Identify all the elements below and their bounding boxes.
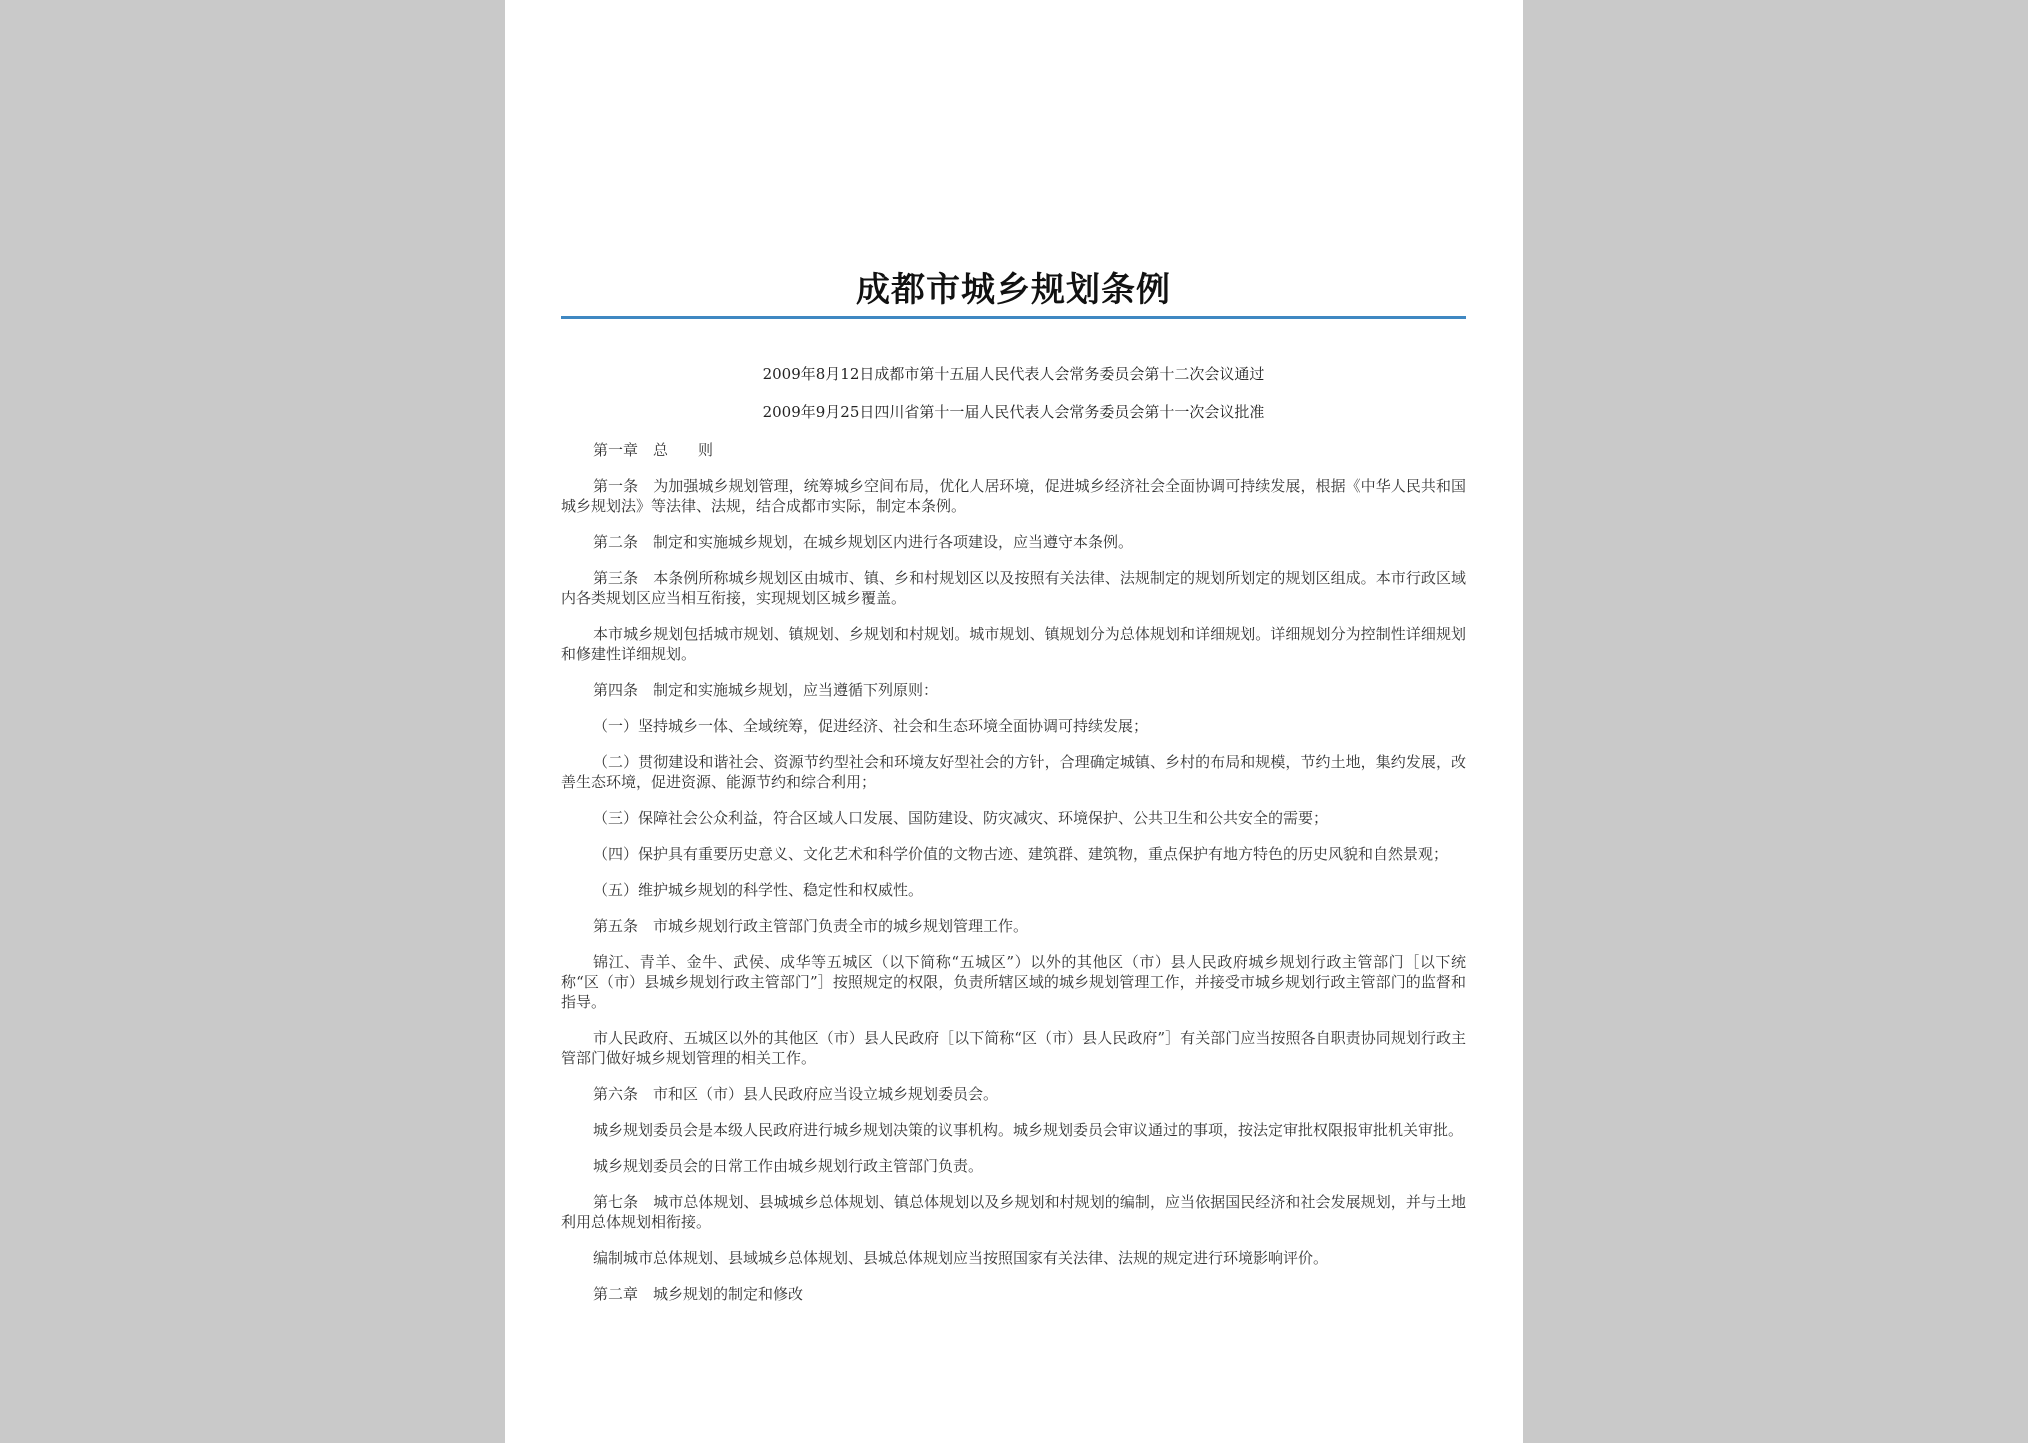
paragraph: 第七条 城市总体规划、县城城乡总体规划、镇总体规划以及乡规划和村规划的编制，应当依据国民经济和社会发展规划，并与土地利用总体规划相衔接。: [561, 1193, 1466, 1231]
paragraph: 市人民政府、五城区以外的其他区（市）县人民政府［以下简称“区（市）县人民政府”］有关部门应当按照各自职责协同规划行政主管部门做好城乡规划管理的相关工作。: [561, 1029, 1466, 1067]
paragraph: （四）保护具有重要历史意义、文化艺术和科学价值的文物古迹、建筑群、建筑物，重点保护有地方特色的历史风貌和自然景观；: [593, 845, 1449, 863]
adoption-line: 2009年8月12日成都市第十五届人民代表人会常务委员会第十二次会议通过: [762, 365, 1265, 383]
document-body: [561, 364, 1466, 1320]
title-divider: [561, 316, 1466, 319]
paragraph: （一）坚持城乡一体、全域统筹，促进经济、社会和生态环境全面协调可持续发展；: [593, 717, 1149, 735]
paragraph: 第四条 制定和实施城乡规划，应当遵循下列原则：: [593, 681, 939, 699]
paragraph: （三）保障社会公众利益，符合区域人口发展、国防建设、防灾减灾、环境保护、公共卫生和公共安全的需要；: [593, 809, 1329, 827]
chapter-heading: 第一章 总 则: [593, 441, 714, 459]
chapter-heading: 第二章 城乡规划的制定和修改: [593, 1285, 804, 1303]
paragraph: 城乡规划委员会是本级人民政府进行城乡规划决策的议事机构。城乡规划委员会审议通过的事项，按法定审批权限报审批机关审批。: [593, 1121, 1464, 1139]
paragraph: 第三条 本条例所称城乡规划区由城市、镇、乡和村规划区以及按照有关法律、法规制定的规划所划定的规划区组成。本市行政区域内各类规划区应当相互衔接，实现规划区城乡覆盖。: [561, 569, 1466, 607]
paragraph: 本市城乡规划包括城市规划、镇规划、乡规划和村规划。城市规划、镇规划分为总体规划和详细规划。详细规划分为控制性详细规划和修建性详细规划。: [561, 625, 1466, 663]
paragraph: 第二条 制定和实施城乡规划，在城乡规划区内进行各项建设，应当遵守本条例。: [593, 533, 1134, 551]
paragraph: 城乡规划委员会的日常工作由城乡规划行政主管部门负责。: [593, 1157, 984, 1175]
approval-line: 2009年9月25日四川省第十一届人民代表人会常务委员会第十一次会议批准: [762, 403, 1265, 421]
paragraph: （五）维护城乡规划的科学性、稳定性和权威性。: [593, 881, 924, 899]
paragraph: 编制城市总体规划、县域城乡总体规划、县城总体规划应当按照国家有关法律、法规的规定进行环境影响评价。: [593, 1249, 1329, 1267]
document-page: [505, 0, 1523, 1443]
document-title: 成都市城乡规划条例: [856, 270, 1171, 310]
paragraph: 第一条 为加强城乡规划管理，统筹城乡空间布局，优化人居环境，促进城乡经济社会全面协调可持续发展，根据《中华人民共和国城乡规划法》等法律、法规，结合成都市实际，制定本条例。: [561, 477, 1466, 515]
paragraph: （二）贯彻建设和谐社会、资源节约型社会和环境友好型社会的方针，合理确定城镇、乡村的布局和规模，节约土地，集约发展，改善生态环境，促进资源、能源节约和综合利用；: [561, 753, 1466, 791]
paragraph: 第五条 市城乡规划行政主管部门负责全市的城乡规划管理工作。: [593, 917, 1029, 935]
paragraph: 锦江、青羊、金牛、武侯、成华等五城区（以下简称“五城区”）以外的其他区（市）县人民政府城乡规划行政主管部门［以下统称“区（市）县城乡规划行政主管部门”］按照规定的权限，负责所辖区域的城乡规划管理工作，并接受市城乡规划行政主管部门的监督和指导。: [561, 953, 1466, 1011]
paragraph: 第六条 市和区（市）县人民政府应当设立城乡规划委员会。: [593, 1085, 999, 1103]
